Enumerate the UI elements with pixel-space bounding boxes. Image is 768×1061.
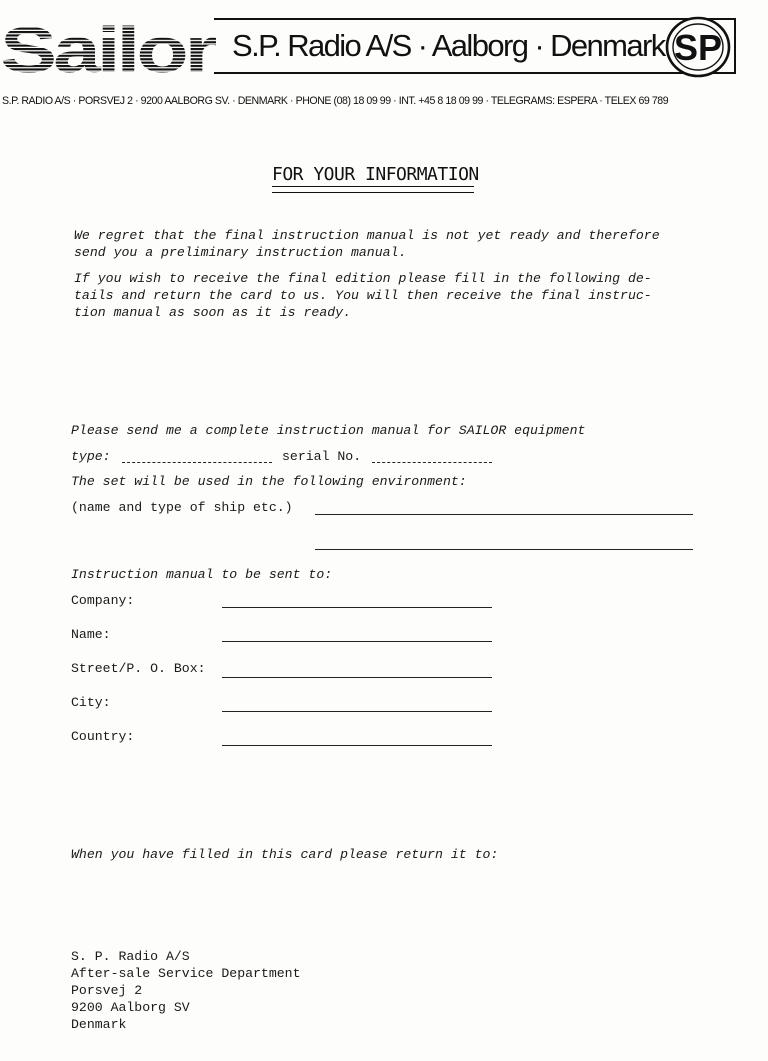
return-address-line-5: Denmark (71, 1017, 127, 1032)
title-double-underline (272, 186, 474, 193)
country-label: Country: (71, 729, 135, 744)
intro-paragraph-2-line-2: tails and return the card to us. You will then receive the final instruc- (74, 288, 652, 303)
emblem-monogram: SP (673, 27, 723, 68)
return-address-line-3: Porsvej 2 (71, 983, 143, 998)
company-address: S.P. RADIO A/S · PORSVEJ 2 · 9200 AALBORG SV. · DENMARK · PHONE (08) 18 09 99 · INT. +45 8 18 09 99 · TELEGRAMS: ESPERA · TELEX 69 789 (2, 95, 669, 107)
return-note: When you have filled in this card please return it to: (71, 847, 499, 862)
sailor-logo (0, 14, 216, 76)
name-field[interactable] (222, 641, 492, 642)
intro-paragraph-1-line-1: We regret that the final instruction manual is not yet ready and therefore (74, 228, 660, 243)
sp-emblem (662, 14, 738, 80)
city-label: City: (71, 695, 111, 710)
serial-label: serial No. (282, 449, 362, 464)
return-address-line-2: After-sale Service Department (71, 966, 301, 981)
city-field[interactable] (222, 711, 492, 712)
ship-field-2[interactable] (315, 549, 693, 550)
type-label: type: (71, 449, 111, 464)
environment-line: The set will be used in the following environment: (71, 474, 467, 489)
company-label: Company: (71, 593, 135, 608)
street-label: Street/P. O. Box: (71, 661, 206, 676)
company-name: S.P. Radio A/S · Aalborg · Denmark (232, 28, 665, 63)
company-field[interactable] (222, 607, 492, 608)
street-field[interactable] (222, 677, 492, 678)
return-address-line-4: 9200 Aalborg SV (71, 1000, 190, 1015)
intro-paragraph-1-line-2: send you a preliminary instruction manual. (74, 245, 407, 260)
recipient-heading: Instruction manual to be sent to: (71, 567, 333, 582)
ship-field-1[interactable] (315, 514, 693, 515)
intro-paragraph-2-line-3: tion manual as soon as it is ready. (74, 305, 351, 320)
page-title: FOR YOUR INFORMATION (272, 164, 479, 185)
name-label: Name: (71, 627, 111, 642)
request-line: Please send me a complete instruction manual for SAILOR equipment (71, 423, 586, 438)
return-address-line-1: S. P. Radio A/S (71, 949, 190, 964)
type-field[interactable] (122, 462, 272, 463)
ship-label: (name and type of ship etc.) (71, 500, 293, 515)
country-field[interactable] (222, 745, 492, 746)
serial-field[interactable] (372, 462, 492, 463)
intro-paragraph-2-line-1: If you wish to receive the final edition please fill in the following de- (74, 271, 652, 286)
